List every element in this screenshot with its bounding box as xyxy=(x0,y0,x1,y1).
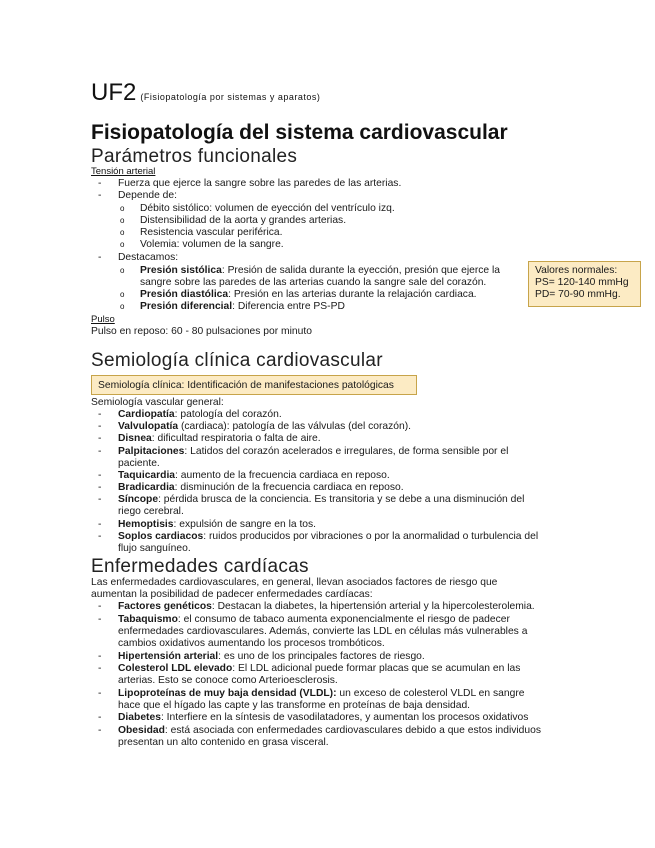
term: Diabetes xyxy=(118,712,161,723)
term: Hemoptisis xyxy=(118,519,174,530)
circle-bullet-icon: o xyxy=(120,290,125,299)
sub-list-item: Distensibilidad de la aorta y grandes arterias. xyxy=(140,215,347,226)
term-definition: : pérdida brusca de la conciencia. Es transitoria y se debe a una disminución del xyxy=(158,494,525,505)
unit-title xyxy=(91,80,320,110)
list-item-continuation: paciente. xyxy=(118,458,160,469)
term: Tabaquismo xyxy=(118,614,178,625)
dash-bullet: - xyxy=(98,178,102,189)
dash-bullet: - xyxy=(98,482,102,493)
list-item xyxy=(118,482,404,494)
term-definition: : disminución de la frecuencia cardiaca en reposo. xyxy=(174,482,404,493)
list-item xyxy=(118,494,524,506)
term: Síncope xyxy=(118,494,159,505)
list-item xyxy=(118,712,528,724)
term-definition: un exceso de colesterol VLDL en sangre xyxy=(336,688,525,699)
circle-bullet-icon: o xyxy=(120,266,125,275)
circle-bullet-icon: o xyxy=(120,240,125,249)
valores-pd: PD= 70-90 mmHg. xyxy=(535,289,621,300)
term-definition: : está asociada con enfermedades cardiovasculares debido a que estos individuos xyxy=(164,725,541,736)
sub-list-item xyxy=(140,289,477,301)
dash-bullet: - xyxy=(98,409,102,420)
dash-bullet: - xyxy=(98,531,102,542)
circle-bullet-icon: o xyxy=(120,302,125,311)
sub-list-item: Volemia: volumen de la sangre. xyxy=(140,239,284,250)
valores-title: Valores normales: xyxy=(535,265,618,276)
list-item-continuation: presentan un alto contenido en grasa visceral. xyxy=(118,737,329,748)
circle-bullet-icon: o xyxy=(120,204,125,213)
term: Presión sistólica xyxy=(140,265,222,276)
semiologia-definition-box: Semiología clínica: Identificación de manifestaciones patológicas xyxy=(91,375,417,395)
list-item xyxy=(118,601,535,613)
dash-bullet: - xyxy=(98,190,102,201)
dash-bullet: - xyxy=(98,421,102,432)
list-item: Depende de: xyxy=(118,190,177,201)
term: Taquicardia xyxy=(118,470,176,481)
dash-bullet: - xyxy=(98,688,102,699)
list-item xyxy=(118,519,316,531)
circle-bullet-icon: o xyxy=(120,216,125,225)
dash-bullet: - xyxy=(98,470,102,481)
term: Lipoproteínas de muy baja densidad (VLDL): xyxy=(118,688,337,699)
dash-bullet: - xyxy=(98,446,102,457)
dash-bullet: - xyxy=(98,651,102,662)
term: Disnea xyxy=(118,433,152,444)
sub-list-item xyxy=(140,301,345,313)
section-heading-semiologia: Semiología clínica cardiovascular xyxy=(91,350,383,371)
sub-list-item-continuation: sangre sobre las paredes de las arterias cuando la sangre sale del corazón. xyxy=(140,277,487,288)
term-definition: : Interfiere en la síntesis de vasodilatadores, y aumentan los procesos oxidativos xyxy=(160,712,529,723)
dash-bullet: - xyxy=(98,614,102,625)
term-definition: : Presión en las arterias durante la relajación cardiaca. xyxy=(228,289,477,300)
list-item xyxy=(118,531,538,543)
list-item xyxy=(118,421,411,433)
term-definition: : ruidos producidos por vibraciones o por la anormalidad o turbulencia del xyxy=(203,531,539,542)
semiologia-intro: Semiología vascular general: xyxy=(91,397,224,408)
pulso-text: Pulso en reposo: 60 - 80 pulsaciones por minuto xyxy=(91,326,312,337)
list-item xyxy=(118,688,525,700)
dash-bullet: - xyxy=(98,494,102,505)
term: Colesterol LDL elevado xyxy=(118,663,233,674)
term-definition: : Diferencia entre PS-PD xyxy=(232,301,345,312)
valores-ps: PS= 120-140 mmHg xyxy=(535,277,629,288)
tension-arterial-label: Tensión arterial xyxy=(91,166,156,177)
term-definition: : patología del corazón. xyxy=(174,409,282,420)
unit-subtitle: (Fisiopatología por sistemas y aparatos) xyxy=(140,92,321,102)
term-definition: : expulsión de sangre en la tos. xyxy=(173,519,317,530)
list-item xyxy=(118,433,321,445)
term: Presión diferencial xyxy=(140,301,233,312)
list-item xyxy=(118,651,425,663)
dash-bullet: - xyxy=(98,712,102,723)
dash-bullet: - xyxy=(98,663,102,674)
list-item: Destacamos: xyxy=(118,252,179,263)
term-definition: : Presión de salida durante la eyección, presión que ejerce la xyxy=(221,265,501,276)
dash-bullet: - xyxy=(98,252,102,263)
sub-list-item: Resistencia vascular periférica. xyxy=(140,227,283,238)
main-title: Fisiopatología del sistema cardiovascular xyxy=(91,121,508,144)
term: Obesidad xyxy=(118,725,165,736)
term-definition: : Destacan la diabetes, la hipertensión arterial y la hipercolesterolemia. xyxy=(211,601,535,612)
circle-bullet-icon: o xyxy=(120,228,125,237)
term: Valvulopatía xyxy=(118,421,179,432)
dash-bullet: - xyxy=(98,519,102,530)
sub-list-item: Débito sistólico: volumen de eyección del ventrículo izq. xyxy=(140,203,395,214)
term: Presión diastólica xyxy=(140,289,229,300)
term: Factores genéticos xyxy=(118,601,212,612)
term-definition: : el consumo de tabaco aumenta exponencialmente el riesgo de padecer xyxy=(177,614,510,625)
unit-code: UF2 xyxy=(91,79,137,106)
sub-list-item xyxy=(140,265,500,277)
list-item xyxy=(118,446,508,458)
term: Cardiopatía xyxy=(118,409,175,420)
enfermedades-intro-line2: aumentan la posibilidad de padecer enfermedades cardíacas: xyxy=(91,589,373,600)
section-heading-enfermedades: Enfermedades cardíacas xyxy=(91,556,309,577)
section-heading-parametros: Parámetros funcionales xyxy=(91,146,298,167)
list-item xyxy=(118,409,282,421)
list-item-continuation: riego cerebral. xyxy=(118,506,184,517)
term-definition: : El LDL adicional puede formar placas que se acumulan en las xyxy=(232,663,521,674)
enfermedades-intro-line1: Las enfermedades cardiovasculares, en general, llevan asociados factores de riesgo que xyxy=(91,577,498,588)
list-item-continuation: cambios oxidativos aumentando los procesos trombóticos. xyxy=(118,638,385,649)
list-item xyxy=(118,725,541,737)
list-item-continuation: hace que el hígado las capte y las transforme en proteínas de baja densidad. xyxy=(118,700,471,711)
term: Soplos cardiacos xyxy=(118,531,204,542)
dash-bullet: - xyxy=(98,433,102,444)
list-item xyxy=(118,470,390,482)
list-item xyxy=(118,614,510,626)
term: Hipertensión arterial xyxy=(118,651,219,662)
dash-bullet: - xyxy=(98,725,102,736)
term-definition: : Latidos del corazón acelerados e irregulares, de forma sensible por el xyxy=(184,446,509,457)
list-item-continuation: flujo sanguíneo. xyxy=(118,543,191,554)
list-item-continuation: arterias. Esto se conoce como Arterioesclerosis. xyxy=(118,675,338,686)
term-definition: : es uno de los principales factores de riesgo. xyxy=(218,651,425,662)
valores-normales-box xyxy=(528,261,641,307)
term-definition: (cardiaca): patología de las válvulas (del corazón). xyxy=(178,421,412,432)
list-item-continuation: enfermedades cardiovasculares. Además, convierte las LDL en células más vulnerables a xyxy=(118,626,528,637)
list-item: Fuerza que ejerce la sangre sobre las paredes de las arterias. xyxy=(118,178,402,189)
list-item xyxy=(118,663,520,675)
pulso-label: Pulso xyxy=(91,314,115,325)
term: Palpitaciones xyxy=(118,446,185,457)
term: Bradicardia xyxy=(118,482,175,493)
term-definition: : aumento de la frecuencia cardiaca en reposo. xyxy=(175,470,390,481)
term-definition: : dificultad respiratoria o falta de aire. xyxy=(151,433,321,444)
dash-bullet: - xyxy=(98,601,102,612)
